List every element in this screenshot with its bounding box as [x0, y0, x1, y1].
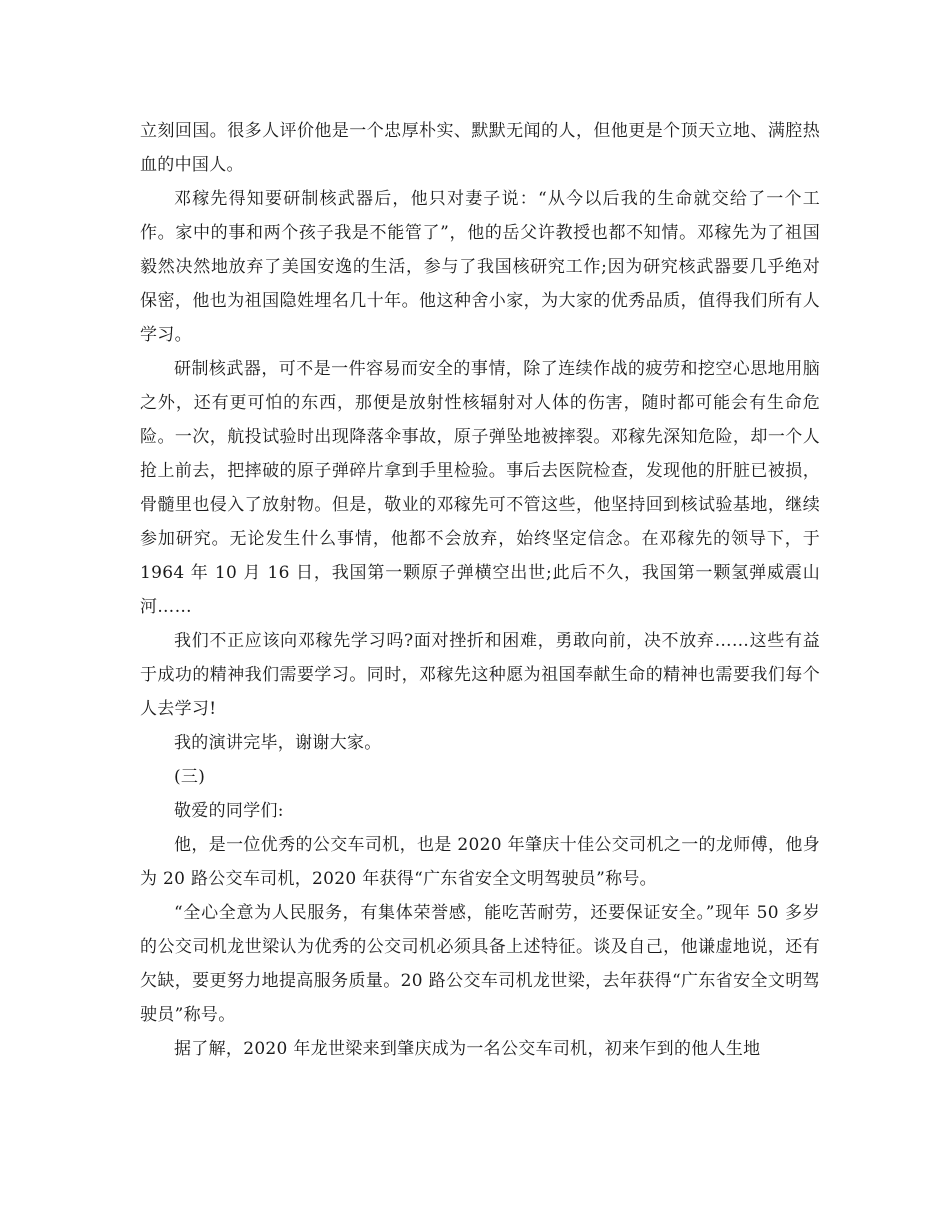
paragraph-7: “全心全意为人民服务，有集体荣誉感，能吃苦耐劳，还要保证安全。”现年 50 多岁的公交司机龙世梁认为优秀的公交司机必须具备上述特征。谈及自己，他谦虚地说，还有欠缺，要更努力地提高服务质量。20 路公交车司机龙世梁，去年获得“广东省安全文明驾驶员”称号。 — [140, 903, 820, 1025]
document-body — [140, 114, 820, 1066]
paragraph-5: 我的演讲完毕，谢谢大家。 — [174, 733, 382, 753]
paragraph-1: 立刻回国。很多人评价他是一个忠厚朴实、默默无闻的人，但他更是个顶天立地、满腔热血的中国人。 — [140, 121, 820, 175]
salutation: 敬爱的同学们: — [174, 801, 284, 821]
section-heading: (三) — [174, 767, 206, 787]
paragraph-4: 我们不正应该向邓稼先学习吗?面对挫折和困难，勇敢向前，决不放弃……这些有益于成功的精神我们需要学习。同时，邓稼先这种愿为祖国奉献生命的精神也需要我们每个人去学习! — [140, 631, 820, 719]
paragraph-6: 他，是一位优秀的公交车司机，也是 2020 年肇庆十佳公交司机之一的龙师傅，他身为 20 路公交车司机，2020 年获得“广东省安全文明驾驶员”称号。 — [140, 835, 820, 889]
paragraph-8: 据了解，2020 年龙世梁来到肇庆成为一名公交车司机，初来乍到的他人生地 — [174, 1039, 761, 1059]
paragraph-2: 邓稼先得知要研制核武器后，他只对妻子说：“从今以后我的生命就交给了一个工作。家中的事和两个孩子我是不能管了”，他的岳父许教授也都不知情。邓稼先为了祖国毅然决然地放弃了美国安逸的生活，参与了我国核研究工作;因为研究核武器要几乎绝对保密，他也为祖国隐姓埋名几十年。他这种舍小家，为大家的优秀品质，值得我们所有人学习。 — [140, 189, 820, 345]
paragraph-3: 研制核武器，可不是一件容易而安全的事情，除了连续作战的疲劳和挖空心思地用脑之外，还有更可怕的东西，那便是放射性核辐射对人体的伤害，随时都可能会有生命危险。一次，航投试验时出现降落伞事故，原子弹坠地被摔裂。邓稼先深知危险，却一个人抢上前去，把摔破的原子弹碎片拿到手里检验。事后去医院检查，发现他的肝脏已被损，骨髓里也侵入了放射物。但是，敬业的邓稼先可不管这些，他坚持回到核试验基地，继续参加研究。无论发生什么事情，他都不会放弃，始终坚定信念。在邓稼先的领导下，于 1964 年 10 月 16 日，我国第一颗原子弹横空出世;此后不久，我国第一颗氢弹威震山河…… — [140, 359, 820, 617]
